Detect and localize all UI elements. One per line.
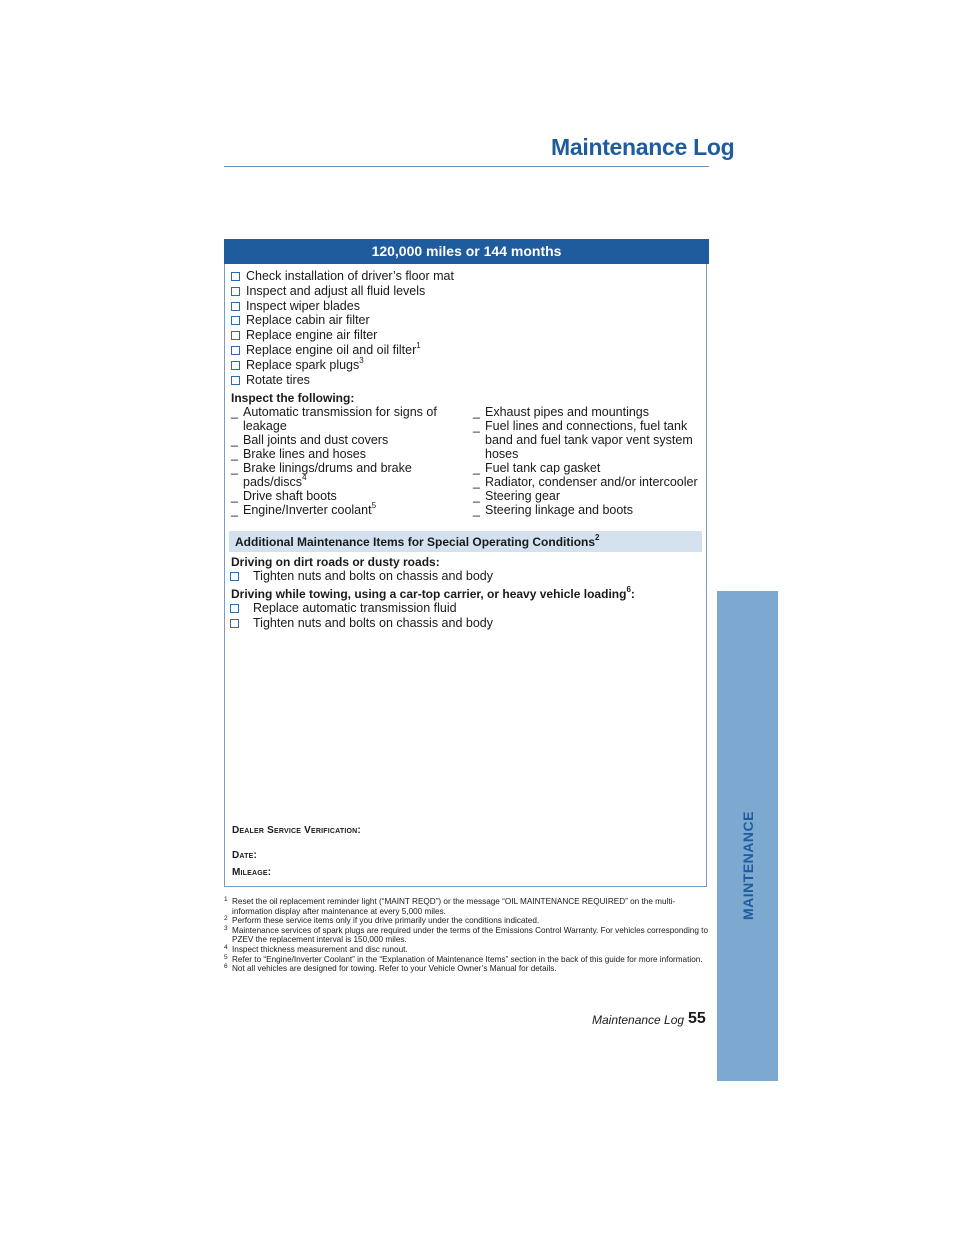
inspect-item-label: Fuel tank cap gasket xyxy=(485,461,601,475)
footnote-text: Refer to “Engine/Inverter Coolant” in the “Explanation of Maintenance Items” section in the back of this guide for more information. xyxy=(232,954,703,964)
checkbox-icon[interactable] xyxy=(231,287,240,296)
footnote-ref: 3 xyxy=(359,355,364,365)
footnote-number: 1 xyxy=(224,896,228,903)
inspect-item xyxy=(473,405,703,419)
dirt-roads-heading: Driving on dirt roads or dusty roads: xyxy=(231,555,440,569)
footnote-number: 4 xyxy=(224,943,228,951)
section-header: 120,000 miles or 144 months xyxy=(224,239,709,264)
inspect-item-label: Radiator, condenser and/or intercooler xyxy=(485,475,698,489)
footnote-number: 5 xyxy=(224,953,228,961)
footnote xyxy=(224,926,710,945)
inspect-item-label: Steering gear xyxy=(485,489,561,503)
page-number: 55 xyxy=(688,1010,706,1027)
dash-marker: _ xyxy=(473,475,480,489)
footnote-number: 6 xyxy=(224,963,228,971)
dealer-verification-label: Dealer Service Verification: xyxy=(232,825,361,836)
dash-marker: _ xyxy=(473,503,480,517)
dash-marker: _ xyxy=(231,461,238,475)
inspect-item xyxy=(473,489,703,503)
inspect-item xyxy=(473,419,703,461)
footnote xyxy=(224,945,710,955)
checklist-item-label: Replace engine air filter xyxy=(246,328,378,343)
dash-marker: _ xyxy=(473,489,480,503)
checkbox-icon[interactable] xyxy=(231,346,240,355)
checkbox-icon[interactable] xyxy=(231,316,240,325)
checkbox-icon[interactable] xyxy=(231,302,240,311)
inspect-item-label: Drive shaft boots xyxy=(243,489,337,503)
inspect-item-label: Exhaust pipes and mountings xyxy=(485,405,649,419)
inspect-item-label: Fuel lines and connections, fuel tank band and fuel tank vapor vent system hoses xyxy=(485,419,693,461)
footnote-text: Maintenance services of spark plugs are required under the terms of the Emissions Control Warranty. For vehicles corresponding to PZEV the replacement interval is 150,000 miles. xyxy=(232,925,709,945)
inspect-item-label: Steering linkage and boots xyxy=(485,503,634,517)
checklist-item-label: Inspect and adjust all fluid levels xyxy=(246,283,426,298)
checklist-item-label: Check installation of driver’s floor mat xyxy=(246,269,454,283)
towing-item xyxy=(229,601,493,616)
checkbox-icon[interactable] xyxy=(231,272,240,281)
inspect-item xyxy=(473,461,703,475)
special-conditions-title: Additional Maintenance Items for Special Operating Conditions xyxy=(235,535,596,549)
special-conditions-sup: 2 xyxy=(595,533,600,542)
date-label: Date: xyxy=(232,850,258,861)
inspect-list-left xyxy=(231,405,453,517)
checklist-item-label: Rotate tires xyxy=(246,372,310,387)
checklist-item xyxy=(226,269,454,284)
checkbox-icon[interactable] xyxy=(231,376,240,385)
towing-checklist xyxy=(229,601,493,631)
footnote-text: Inspect thickness measurement and disc runout. xyxy=(232,944,408,954)
towing-item-label: Tighten nuts and bolts on chassis and body xyxy=(253,615,493,630)
special-conditions-bar xyxy=(229,531,702,552)
towing-heading xyxy=(231,587,635,601)
footnote-ref: 4 xyxy=(302,472,307,482)
checklist-item xyxy=(226,373,454,388)
inspect-item xyxy=(231,500,453,517)
footnote-number: 3 xyxy=(224,924,228,932)
inspect-item-label: Brake lines and hoses xyxy=(243,447,366,461)
footnote xyxy=(224,964,710,974)
footnote xyxy=(224,955,710,965)
inspect-item xyxy=(231,447,453,461)
inspect-item xyxy=(231,461,453,489)
footnote-ref: 5 xyxy=(371,500,377,510)
checklist-item-label: Inspect wiper blades xyxy=(246,298,360,313)
footnote-number: 2 xyxy=(224,915,228,923)
dash-marker: _ xyxy=(231,503,238,517)
dash-marker: _ xyxy=(473,419,480,433)
checklist-item xyxy=(226,313,454,328)
checklist-item-label: Replace cabin air filter xyxy=(246,313,370,328)
towing-heading-sup: 6 xyxy=(626,585,631,594)
footer-label: Maintenance Log xyxy=(592,1013,685,1027)
dash-marker: _ xyxy=(473,461,480,475)
checkbox-icon[interactable] xyxy=(230,604,239,613)
towing-heading-text: Driving while towing, using a car-top carrier, or heavy vehicle loading xyxy=(231,587,627,601)
inspect-item xyxy=(473,503,703,517)
inspect-item-label: Engine/Inverter coolant xyxy=(243,503,372,517)
checklist-item xyxy=(226,340,454,358)
footnotes xyxy=(224,897,710,974)
header-divider xyxy=(224,166,709,167)
dash-marker: _ xyxy=(231,489,238,503)
footnote-ref: 1 xyxy=(416,340,421,350)
towing-item-label: Replace automatic transmission fluid xyxy=(253,601,457,615)
dirt-roads-item xyxy=(229,569,493,584)
towing-item xyxy=(229,616,493,631)
checkbox-icon[interactable] xyxy=(231,331,240,340)
inspect-list-right xyxy=(473,405,703,517)
dirt-roads-item-label: Tighten nuts and bolts on chassis and body xyxy=(253,569,493,583)
checkbox-icon[interactable] xyxy=(231,361,240,370)
dash-marker: _ xyxy=(231,447,238,461)
checklist-item xyxy=(226,355,454,373)
inspect-item-label: Brake linings/drums and brake pads/discs xyxy=(243,461,412,489)
towing-heading-suffix: : xyxy=(630,587,635,601)
footnote xyxy=(224,916,710,926)
page-title: Maintenance Log xyxy=(551,134,735,160)
dash-marker: _ xyxy=(231,433,238,447)
footnote xyxy=(224,897,710,916)
inspect-item xyxy=(473,475,703,489)
checklist-item-label: Replace engine oil and oil filter xyxy=(246,342,417,357)
service-checklist xyxy=(226,269,454,387)
inspect-item xyxy=(231,489,453,503)
side-tab-label-text: MAINTENANCE xyxy=(740,811,756,920)
checklist-item-label: Replace spark plugs xyxy=(246,357,360,372)
mileage-label: Mileage: xyxy=(232,867,272,878)
checkbox-icon[interactable] xyxy=(230,619,239,628)
inspect-item xyxy=(231,433,453,447)
inspect-item-label: Ball joints and dust covers xyxy=(243,433,389,447)
inspect-item-label: Automatic transmission for signs of leakage xyxy=(243,405,437,433)
checkbox-icon[interactable] xyxy=(230,572,239,581)
dash-marker: _ xyxy=(231,405,238,419)
footnote-text: Not all vehicles are designed for towing. Refer to your Vehicle Owner’s Manual for details. xyxy=(232,964,557,974)
dash-marker: _ xyxy=(473,405,480,419)
footnote-text: Perform these service items only if you drive primarily under the conditions indicated. xyxy=(232,916,540,926)
checklist-item xyxy=(226,299,454,314)
dirt-roads-checklist xyxy=(229,569,493,584)
inspect-heading: Inspect the following: xyxy=(231,391,355,405)
checklist-item xyxy=(226,284,454,299)
footnote-text: Reset the oil replacement reminder light (“MAINT REQD”) or the message “OIL MAINTENANCE REQUIRED” on the multi-information display after maintenance at every 5,000 miles. xyxy=(232,897,676,916)
inspect-item xyxy=(231,405,453,433)
